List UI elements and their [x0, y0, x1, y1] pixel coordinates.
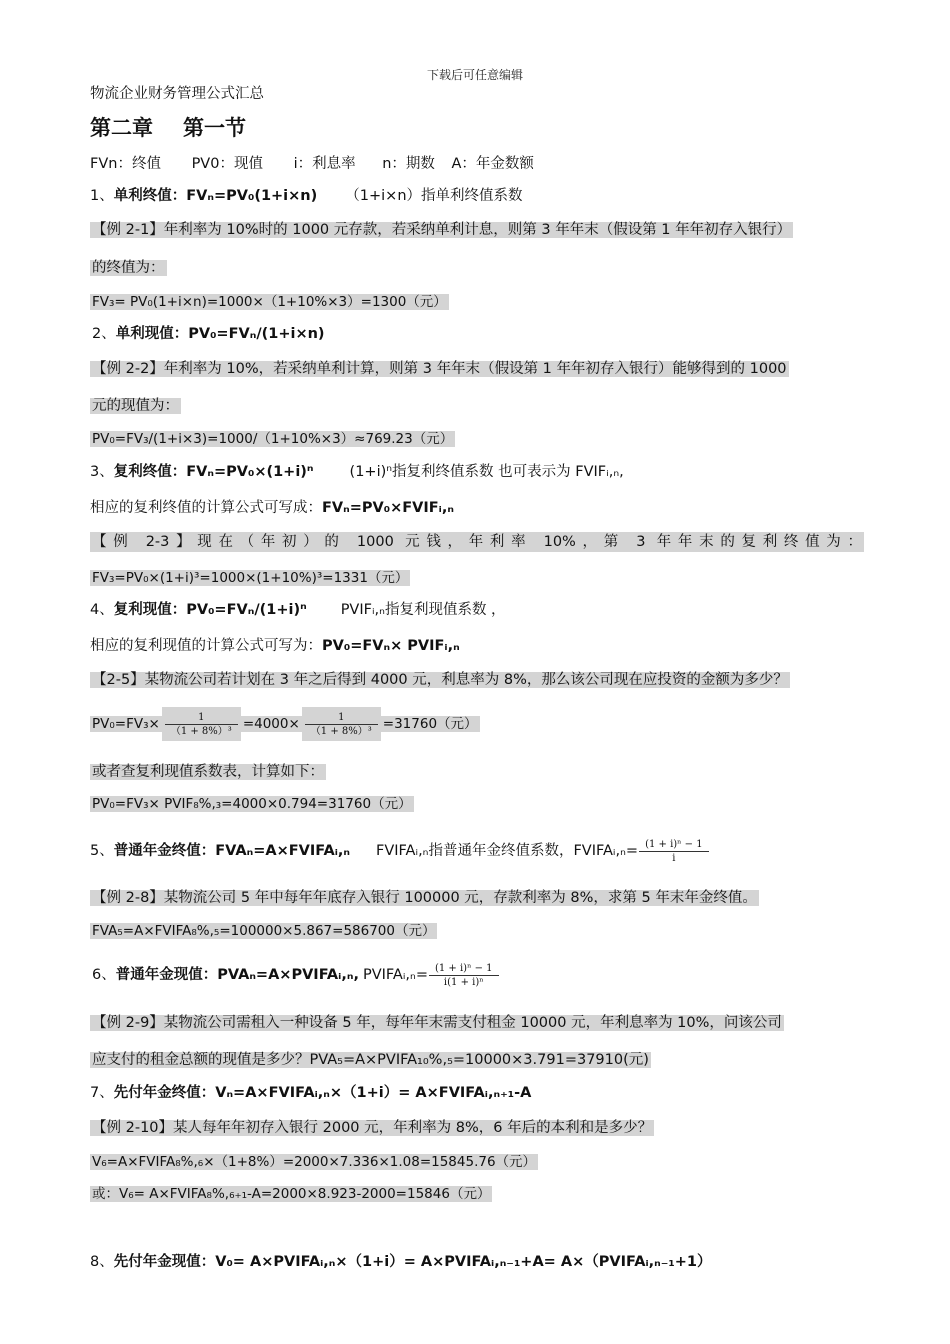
section-2: 2、单利现值：PV₀=FVₙ/(1+i×n) — [92, 326, 325, 342]
fraction: $\frac{\text{(1 + i)ⁿ − 1}}{\text{i(1 + i)ⁿ}}$ — [429, 962, 499, 989]
section-8: 8、先付年金现值：V₀= A×PVIFAᵢ,ₙ×（1+i）= A×PVIFAᵢ,ₙ₋₁+A= A×（PVIFAᵢ,ₙ₋₁+1） — [90, 1254, 712, 1270]
example-2-1: 【例 2-1】年利率为 10%时的 1000 元存款，若采纳单利计息，则第 3 年年末（假设第 1 年年初存入银行） — [92, 222, 792, 238]
fraction: $\frac{1}{\text{（1 + 8\%）³}}$ — [302, 707, 381, 741]
example-2-5: 【2-5】某物流公司若计划在 3 年之后得到 4000 元，利息率为 8%，那么该公司现在应投资的金额为多少？ — [92, 672, 788, 688]
example-2-8: 【例 2-8】某物流公司 5 年中每年年底存入银行 100000 元，存款利率为 8%，求第 5 年末年金终值。 — [92, 890, 757, 906]
section-1: 1、单利终值：FVₙ=PV₀(1+i×n) （1+i×n）指单利终值系数 — [90, 188, 523, 204]
example-2-3: 【例 2-3】现在（年初）的 1000 元钱，年利率 10%，第 3 年年末的复利终值为： — [92, 534, 862, 550]
section-4: 4、复利现值：PV₀=FVₙ/(1+i)ⁿ PVIFᵢ,ₙ指复利现值系数 ， — [90, 602, 506, 618]
page-header: 下载后可任意编辑 — [426, 68, 523, 82]
example-2-9: 【例 2-9】某物流公司需租入一种设备 5 年，每年年末需支付租金 10000 元，年利息率为 10%，问该公司 — [92, 1015, 782, 1031]
doc-title: 物流企业财务管理公式汇总 — [90, 86, 264, 102]
example-2-5-calc: PV₀=FV₃× $\frac{1}{\text{（1 + 8\%）³}}$ =4000× $\frac{1}{\text{（1 + 8\%）³}}$ =31760（元） — [90, 707, 480, 741]
example-2-2: 【例 2-2】年利率为 10%，若采纳单利计算，则第 3 年年末（假设第 1 年年初存入银行）能够得到的 1000 — [92, 361, 787, 377]
fraction: $\frac{1}{\text{（1 + 8\%）³}}$ — [162, 707, 241, 741]
section-5: 5、普通年金终值：FVAₙ=A×FVIFAᵢ,ₙ FVIFAᵢ,ₙ指普通年金终值系数，FVIFAᵢ,ₙ= $\frac{\text{(1 + i)ⁿ − 1}}{i}$ — [90, 836, 710, 866]
section-6: 6、普通年金现值：PVAₙ=A×PVIFAᵢ,ₙ, PVIFAᵢ,ₙ= $\frac{\text{(1 + i)ⁿ − 1}}{\text{i(1 + i)ⁿ}}$ — [92, 958, 500, 992]
symbol-legend: FVn：终值 PV0：现值 i：利息率 n：期数 A：年金数额 — [90, 156, 534, 172]
chapter-heading: 第二章 第一节 — [90, 116, 246, 140]
example-2-10: 【例 2-10】某人每年年初存入银行 2000 元，年利率为 8%，6 年后的本利和是多少？ — [92, 1120, 653, 1136]
section-7: 7、先付年金终值：Vₙ=A×FVIFAᵢ,ₙ×（1+i）= A×FVIFAᵢ,ₙ₊₁-A — [90, 1085, 532, 1101]
fraction: $\frac{\text{(1 + i)ⁿ − 1}}{i}$ — [639, 838, 709, 865]
section-3: 3、复利终值：FVₙ=PV₀×(1+i)ⁿ (1+i)ⁿ指复利终值系数 也可表示为 FVIFᵢ,ₙ, — [90, 464, 624, 480]
